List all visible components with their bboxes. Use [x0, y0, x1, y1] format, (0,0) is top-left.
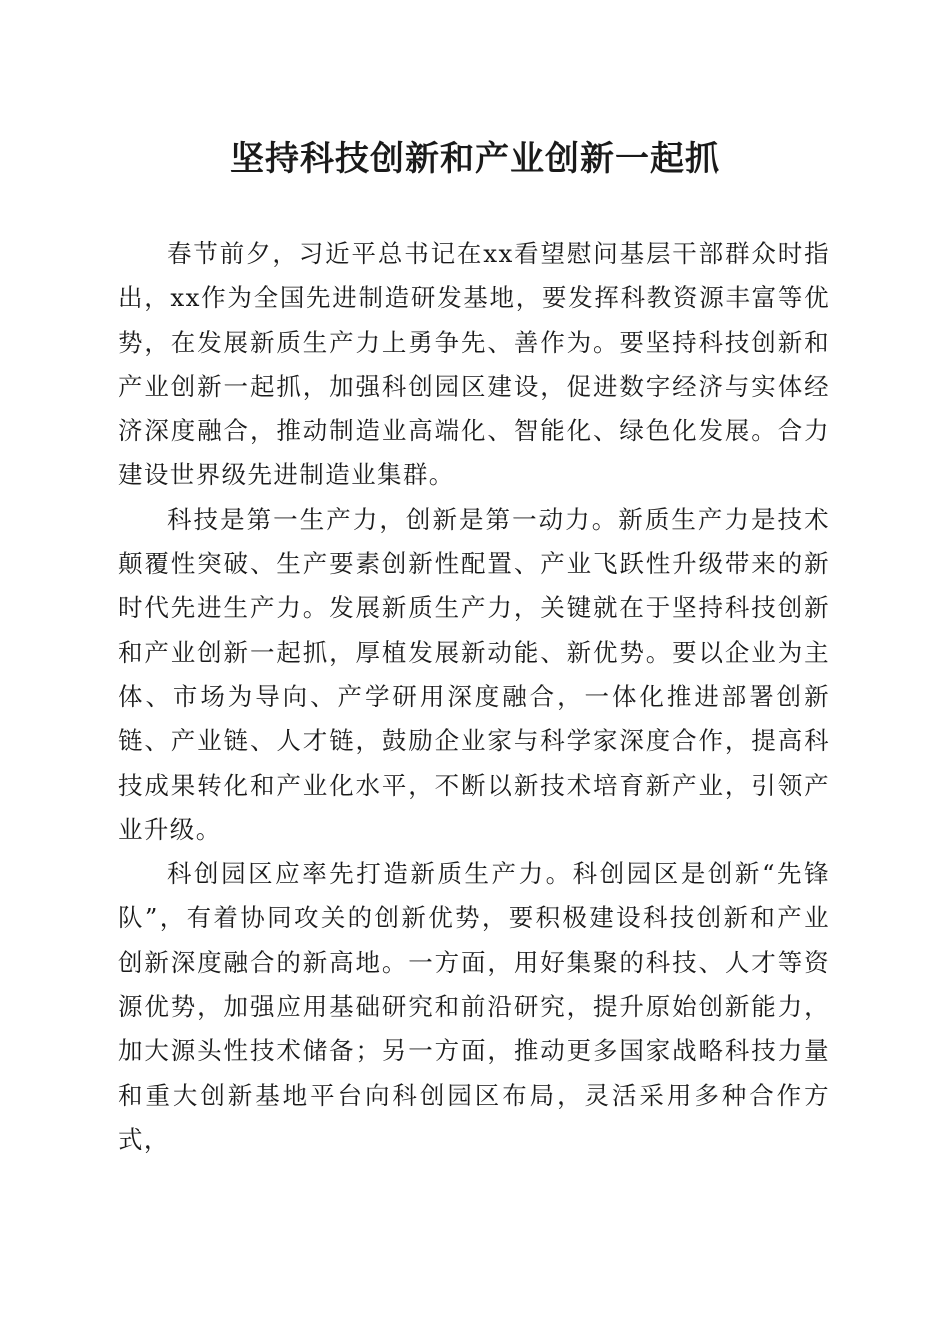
document-body	[118, 232, 830, 1162]
document-title: 坚持科技创新和产业创新一起抓	[230, 139, 720, 179]
paragraph-3: 科创园区应率先打造新质生产力。科创园区是创新“先锋队”，有着协同攻关的创新优势，要积极建设科技创新和产业创新深度融合的新高地。一方面，用好集聚的科技、人才等资源优势，加强应用基础研究和前沿研究，提升原始创新能力，加大源头性技术储备；另一方面，推动更多国家战略科技力量和重大创新基地平台向科创园区布局，灵活采用多种合作方式，	[118, 859, 830, 1154]
paragraph-1: 春节前夕，习近平总书记在xx看望慰问基层干部群众时指出，xx作为全国先进制造研发基地，要发挥科教资源丰富等优势，在发展新质生产力上勇争先、善作为。要坚持科技创新和产业创新一起抓，加强科创园区建设，促进数字经济与实体经济深度融合，推动制造业高端化、智能化、绿色化发展。合力建设世界级先进制造业集群。	[118, 239, 830, 490]
paragraph-2: 科技是第一生产力，创新是第一动力。新质生产力是技术颠覆性突破、生产要素创新性配置、产业飞跃性升级带来的新时代先进生产力。发展新质生产力，关键就在于坚持科技创新和产业创新一起抓，厚植发展新动能、新优势。要以企业为主体、市场为导向、产学研用深度融合，一体化推进部署创新链、产业链、人才链，鼓励企业家与科学家深度合作，提高科技成果转化和产业化水平，不断以新技术培育新产业，引领产业升级。	[118, 504, 830, 844]
